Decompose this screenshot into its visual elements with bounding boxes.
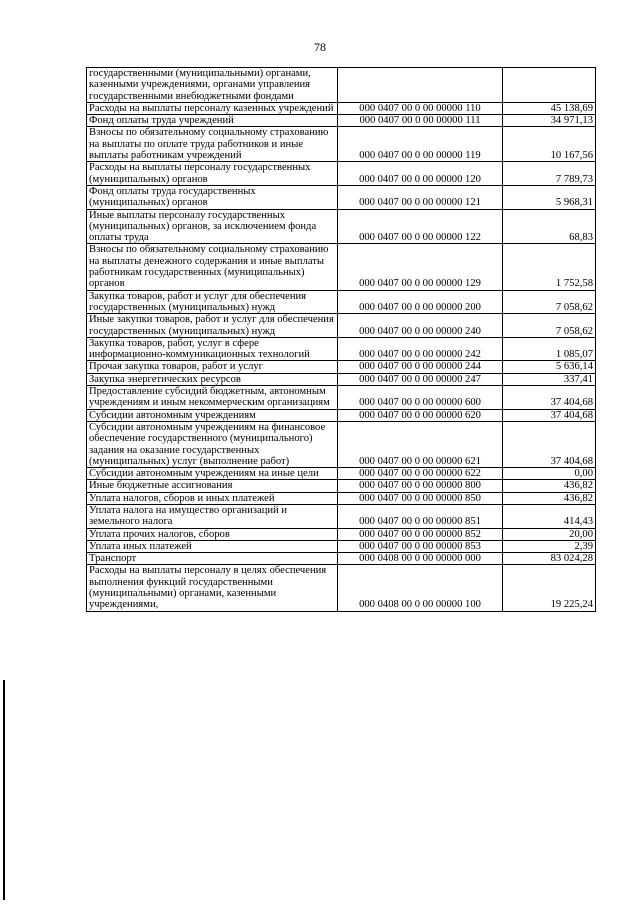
budget-code-cell: 000 0407 00 0 00 00000 110 [338,102,503,114]
budget-code-cell: 000 0407 00 0 00 00000 853 [338,540,503,552]
amount-cell: 7 789,73 [503,162,596,186]
amount-cell: 0,00 [503,468,596,480]
budget-code-cell: 000 0407 00 0 00 00000 621 [338,421,503,467]
budget-code-cell: 000 0407 00 0 00 00000 620 [338,409,503,421]
expense-name-cell: государственными (муниципальными) органами, казенными учреждениями, органами управления государственными внебюджетными фондами [87,68,338,103]
budget-code-cell: 000 0407 00 0 00 00000 240 [338,314,503,338]
budget-code-cell: 000 0407 00 0 00 00000 852 [338,528,503,540]
table-row [87,540,596,552]
table-row [87,115,596,127]
budget-code-cell: 000 0407 00 0 00 00000 850 [338,492,503,504]
amount-cell: 45 138,69 [503,102,596,114]
budget-code-cell: 000 0408 00 0 00 00000 100 [338,565,503,611]
budget-code-cell: 000 0407 00 0 00 00000 120 [338,162,503,186]
table-row [87,127,596,162]
table-row [87,185,596,209]
expense-name-cell: Уплата налогов, сборов и иных платежей [87,492,338,504]
budget-code-cell: 000 0407 00 0 00 00000 247 [338,373,503,385]
expense-name-cell: Взносы по обязательному социальному страхованию на выплаты по оплате труда работников и иные выплаты работникам учреждений [87,127,338,162]
table-row [87,386,596,410]
expense-name-cell: Закупка энергетических ресурсов [87,373,338,385]
amount-cell: 20,00 [503,528,596,540]
budget-code-cell: 000 0407 00 0 00 00000 242 [338,337,503,361]
budget-code-cell: 000 0407 00 0 00 00000 851 [338,504,503,528]
amount-cell: 1 085,07 [503,337,596,361]
expense-name-cell: Расходы на выплаты персоналу государственных (муниципальных) органов [87,162,338,186]
budget-code-cell: 000 0407 00 0 00 00000 119 [338,127,503,162]
table-row [87,290,596,314]
budget-code-cell: 000 0407 00 0 00 00000 121 [338,185,503,209]
amount-cell: 34 971,13 [503,115,596,127]
amount-cell: 5 968,31 [503,185,596,209]
table-row [87,337,596,361]
amount-cell: 436,82 [503,492,596,504]
budget-code-cell: 000 0407 00 0 00 00000 600 [338,386,503,410]
amount-cell: 37 404,68 [503,386,596,410]
budget-code-cell: 000 0407 00 0 00 00000 800 [338,480,503,492]
expense-name-cell: Закупка товаров, работ, услуг в сфере информационно-коммуникационных технологий [87,337,338,361]
amount-cell [503,68,596,103]
amount-cell: 7 058,62 [503,314,596,338]
expense-name-cell: Иные выплаты персоналу государственных (муниципальных) органов, за исключением фонда оплаты труда [87,209,338,244]
table-row [87,565,596,611]
page-number: 78 [314,40,326,54]
expense-name-cell: Иные закупки товаров, работ и услуг для обеспечения государственных (муниципальных) нужд [87,314,338,338]
budget-code-cell: 000 0407 00 0 00 00000 129 [338,244,503,290]
budget-code-cell: 000 0407 00 0 00 00000 244 [338,361,503,373]
expense-name-cell: Субсидии автономным учреждениям на иные цели [87,468,338,480]
budget-code-cell: 000 0407 00 0 00 00000 122 [338,209,503,244]
expense-name-cell: Уплата налога на имущество организаций и земельного налога [87,504,338,528]
table-row [87,162,596,186]
budget-code-cell: 000 0407 00 0 00 00000 200 [338,290,503,314]
table-row [87,244,596,290]
expense-name-cell: Расходы на выплаты персоналу в целях обеспечения выполнения функций государственными (муниципальными) органами, казенными учреждениями, [87,565,338,611]
expense-name-cell: Иные бюджетные ассигнования [87,480,338,492]
budget-code-cell [338,68,503,103]
expense-name-cell: Закупка товаров, работ и услуг для обеспечения государственных (муниципальных) нужд [87,290,338,314]
expense-name-cell: Фонд оплаты труда государственных (муниципальных) органов [87,185,338,209]
amount-cell: 10 167,56 [503,127,596,162]
scan-edge-line [3,680,5,900]
table-row [87,480,596,492]
amount-cell: 83 024,28 [503,553,596,565]
amount-cell: 337,41 [503,373,596,385]
budget-table [86,67,596,612]
table-row [87,553,596,565]
amount-cell: 2,39 [503,540,596,552]
budget-code-cell: 000 0407 00 0 00 00000 111 [338,115,503,127]
amount-cell: 436,82 [503,480,596,492]
expense-name-cell: Расходы на выплаты персоналу казенных учреждений [87,102,338,114]
expense-name-cell: Субсидии автономным учреждениям на финансовое обеспечение государственного (муниципального) задания на оказание государственных (муниципальных) услуг (выполнение работ) [87,421,338,467]
table-row [87,504,596,528]
budget-code-cell: 000 0408 00 0 00 00000 000 [338,553,503,565]
amount-cell: 7 058,62 [503,290,596,314]
table-row [87,492,596,504]
expense-name-cell: Предоставление субсидий бюджетным, автономным учреждениям и иным некоммерческим организациям [87,386,338,410]
expense-name-cell: Уплата прочих налогов, сборов [87,528,338,540]
table-row [87,314,596,338]
expense-name-cell: Прочая закупка товаров, работ и услуг [87,361,338,373]
table-row [87,373,596,385]
expense-name-cell: Фонд оплаты труда учреждений [87,115,338,127]
amount-cell: 414,43 [503,504,596,528]
amount-cell: 68,83 [503,209,596,244]
table-row [87,68,596,103]
expense-name-cell: Субсидии автономным учреждениям [87,409,338,421]
amount-cell: 5 636,14 [503,361,596,373]
table-row [87,409,596,421]
table-row [87,528,596,540]
table-row [87,468,596,480]
table-row [87,421,596,467]
amount-cell: 37 404,68 [503,409,596,421]
amount-cell: 37 404,68 [503,421,596,467]
expense-name-cell: Уплата иных платежей [87,540,338,552]
expense-name-cell: Транспорт [87,553,338,565]
expense-name-cell: Взносы по обязательному социальному страхованию на выплаты денежного содержания и иные выплаты работникам государственных (муниципальных) органов [87,244,338,290]
table-row [87,102,596,114]
table-row [87,209,596,244]
amount-cell: 19 225,24 [503,565,596,611]
table-row [87,361,596,373]
amount-cell: 1 752,58 [503,244,596,290]
budget-code-cell: 000 0407 00 0 00 00000 622 [338,468,503,480]
